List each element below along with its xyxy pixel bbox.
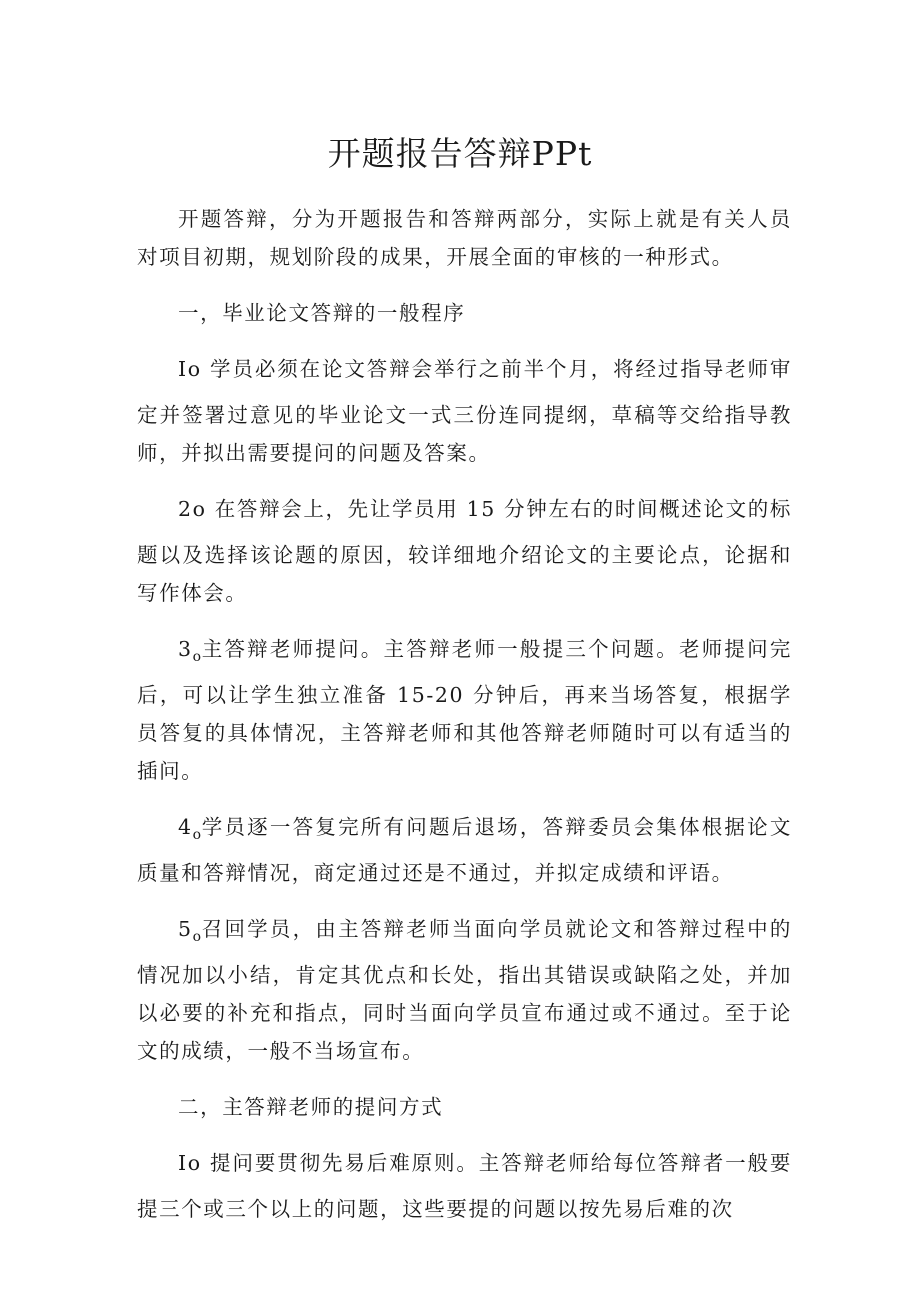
item-text: 主答辩老师提问。主答辩老师一般提三个问题。老师提问完后，可以让学生独立准备 15-20 分钟后，再来当场答复，根据学员答复的具体情况，主答辩老师和其他答辩老师随时可以有适当的插问。 xyxy=(137,637,792,783)
section-1-heading: 一，毕业论文答辩的一般程序 xyxy=(178,301,466,325)
item-text: 召回学员，由主答辩老师当面向学员就论文和答辩过程中的情况加以小结，肯定其优点和长处，指出其错误或缺陷之处，并加以必要的补充和指点，同时当面向学员宣布通过或不通过。至于论文的成绩，一般不当场宣布。 xyxy=(137,917,792,1063)
intro-paragraph: 开题答辩，分为开题报告和答辩两部分，实际上就是有关人员对项目初期，规划阶段的成果，开展全面的审核的一种形式。 xyxy=(137,207,792,269)
section-1-item-1 xyxy=(137,350,792,472)
item-number: Io xyxy=(178,357,202,381)
item-text: 学员逐一答复完所有问题后退场，答辩委员会集体根据论文质量和答辩情况，商定通过还是不通过，并拟定成绩和评语。 xyxy=(137,815,792,885)
section-1-item-2 xyxy=(137,490,792,612)
item-number-suffix: o xyxy=(192,649,202,665)
section-1-item-3 xyxy=(137,630,792,790)
item-number: 5 xyxy=(178,917,193,941)
item-number: 2o xyxy=(178,497,207,521)
item-number-suffix: o xyxy=(192,929,202,945)
document-body xyxy=(137,200,792,1246)
section-1-item-4 xyxy=(137,808,792,892)
section-2-heading: 二，主答辩老师的提问方式 xyxy=(178,1095,444,1119)
section-1-item-5 xyxy=(137,910,792,1070)
item-text: 在答辩会上，先让学员用 15 分钟左右的时间概述论文的标题以及选择该论题的原因，较详细地介绍论文的主要论点，论据和写作体会。 xyxy=(137,497,792,605)
item-number: Io xyxy=(178,1151,202,1175)
item-text: 提问要贯彻先易后难原则。主答辩老师给每位答辩者一般要提三个或三个以上的问题，这些要提的问题以按先易后难的次 xyxy=(137,1151,792,1221)
item-number-suffix: o xyxy=(192,827,202,843)
item-number: 4 xyxy=(178,815,193,839)
item-text: 学员必须在论文答辩会举行之前半个月，将经过指导老师审定并签署过意见的毕业论文一式三份连同提纲，草稿等交给指导教师，并拟出需要提问的问题及答案。 xyxy=(137,357,792,465)
section-2-item-1 xyxy=(137,1144,792,1228)
item-number: 3 xyxy=(178,637,193,661)
document-title: 开题报告答辩PPt xyxy=(327,134,593,173)
